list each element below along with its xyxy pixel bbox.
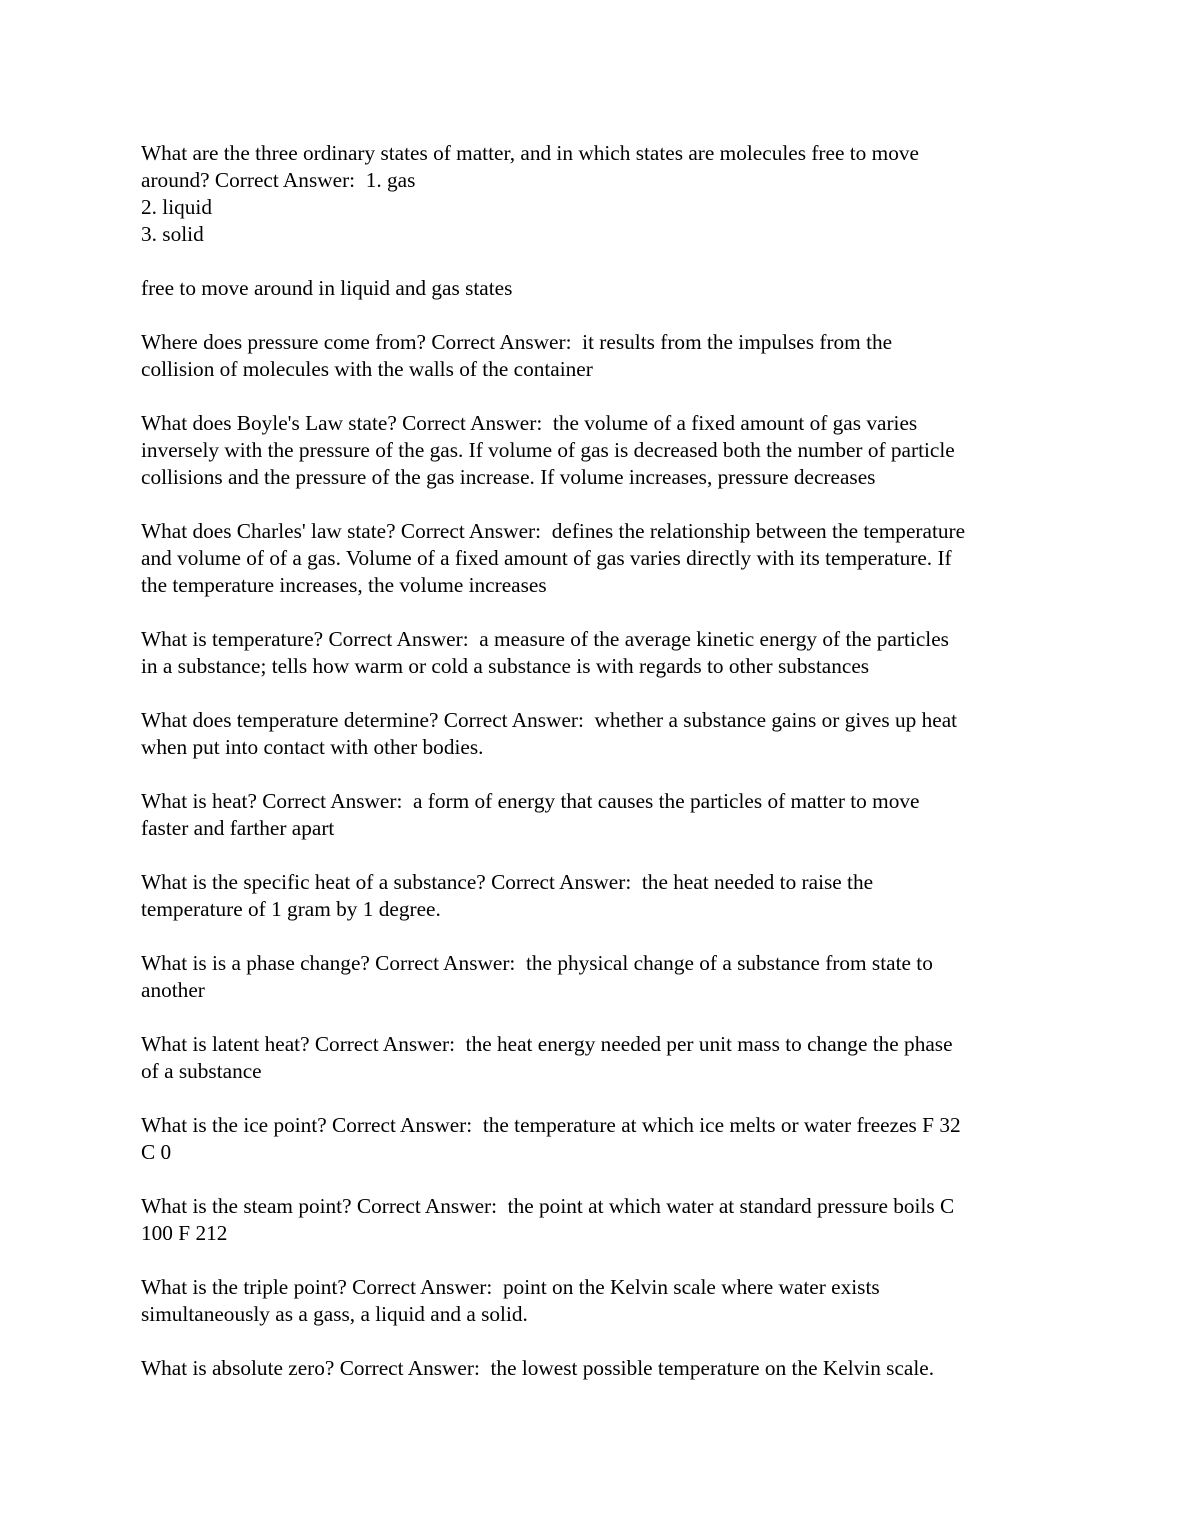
text-line: What is the ice point? Correct Answer: the temperature at which ice melts or water freezes F 32 — [141, 1113, 961, 1137]
qa-paragraph — [141, 518, 1051, 599]
paragraph-spacer — [141, 383, 1051, 410]
qa-paragraph — [141, 1112, 1051, 1166]
qa-paragraph — [141, 1031, 1051, 1085]
qa-paragraph — [141, 950, 1051, 1004]
text-line: 100 F 212 — [141, 1221, 228, 1245]
text-line: C 0 — [141, 1140, 172, 1164]
paragraph-spacer — [141, 680, 1051, 707]
text-line: and volume of of a gas. Volume of a fixed amount of gas varies directly with its temperature. If — [141, 546, 952, 570]
text-line: of a substance — [141, 1059, 262, 1083]
document-page — [141, 140, 1051, 1382]
qa-paragraph — [141, 140, 1051, 248]
qa-paragraph — [141, 707, 1051, 761]
paragraph-spacer — [141, 1247, 1051, 1274]
qa-paragraph — [141, 626, 1051, 680]
text-line: What does Charles' law state? Correct Answer: defines the relationship between the temperature — [141, 519, 966, 543]
text-line: What is the triple point? Correct Answer: point on the Kelvin scale where water exists — [141, 1275, 880, 1299]
text-line: another — [141, 978, 205, 1002]
paragraph-spacer — [141, 923, 1051, 950]
text-line: temperature of 1 gram by 1 degree. — [141, 897, 441, 921]
text-line: What is heat? Correct Answer: a form of energy that causes the particles of matter to move — [141, 789, 920, 813]
text-line: What is the specific heat of a substance? Correct Answer: the heat needed to raise the — [141, 870, 874, 894]
paragraph-spacer — [141, 1328, 1051, 1355]
text-line: when put into contact with other bodies. — [141, 735, 484, 759]
paragraph-spacer — [141, 491, 1051, 518]
paragraph-spacer — [141, 1166, 1051, 1193]
text-line: What are the three ordinary states of matter, and in which states are molecules free to move — [141, 141, 919, 165]
text-line: faster and farther apart — [141, 816, 335, 840]
qa-paragraph — [141, 1274, 1051, 1328]
paragraph-spacer — [141, 248, 1051, 275]
text-line: What does temperature determine? Correct Answer: whether a substance gains or gives up heat — [141, 708, 958, 732]
text-line: inversely with the pressure of the gas. If volume of gas is decreased both the number of particle — [141, 438, 955, 462]
text-line: 3. solid — [141, 222, 204, 246]
qa-paragraph — [141, 1193, 1051, 1247]
text-line: around? Correct Answer: 1. gas — [141, 168, 416, 192]
paragraph-spacer — [141, 842, 1051, 869]
paragraph-spacer — [141, 302, 1051, 329]
text-line: What is latent heat? Correct Answer: the heat energy needed per unit mass to change the phase — [141, 1032, 953, 1056]
text-line: What is temperature? Correct Answer: a measure of the average kinetic energy of the particles — [141, 627, 949, 651]
text-line: What does Boyle's Law state? Correct Answer: the volume of a fixed amount of gas varies — [141, 411, 918, 435]
text-line: Where does pressure come from? Correct Answer: it results from the impulses from the — [141, 330, 893, 354]
text-line: simultaneously as a gass, a liquid and a solid. — [141, 1302, 528, 1326]
text-line: in a substance; tells how warm or cold a substance is with regards to other substances — [141, 654, 870, 678]
qa-paragraph — [141, 1355, 1051, 1382]
qa-paragraph — [141, 869, 1051, 923]
qa-paragraph — [141, 275, 1051, 302]
paragraph-spacer — [141, 761, 1051, 788]
text-line: collisions and the pressure of the gas increase. If volume increases, pressure decreases — [141, 465, 876, 489]
qa-paragraph — [141, 410, 1051, 491]
text-line: What is absolute zero? Correct Answer: the lowest possible temperature on the Kelvin scale. — [141, 1356, 935, 1380]
text-line: collision of molecules with the walls of the container — [141, 357, 593, 381]
text-line: What is the steam point? Correct Answer: the point at which water at standard pressure boils C — [141, 1194, 955, 1218]
text-line: 2. liquid — [141, 195, 212, 219]
qa-paragraph — [141, 788, 1051, 842]
paragraph-spacer — [141, 599, 1051, 626]
text-line: free to move around in liquid and gas states — [141, 276, 513, 300]
text-line: the temperature increases, the volume increases — [141, 573, 547, 597]
qa-paragraph — [141, 329, 1051, 383]
paragraph-spacer — [141, 1085, 1051, 1112]
paragraph-spacer — [141, 1004, 1051, 1031]
text-line: What is is a phase change? Correct Answer: the physical change of a substance from state to — [141, 951, 933, 975]
